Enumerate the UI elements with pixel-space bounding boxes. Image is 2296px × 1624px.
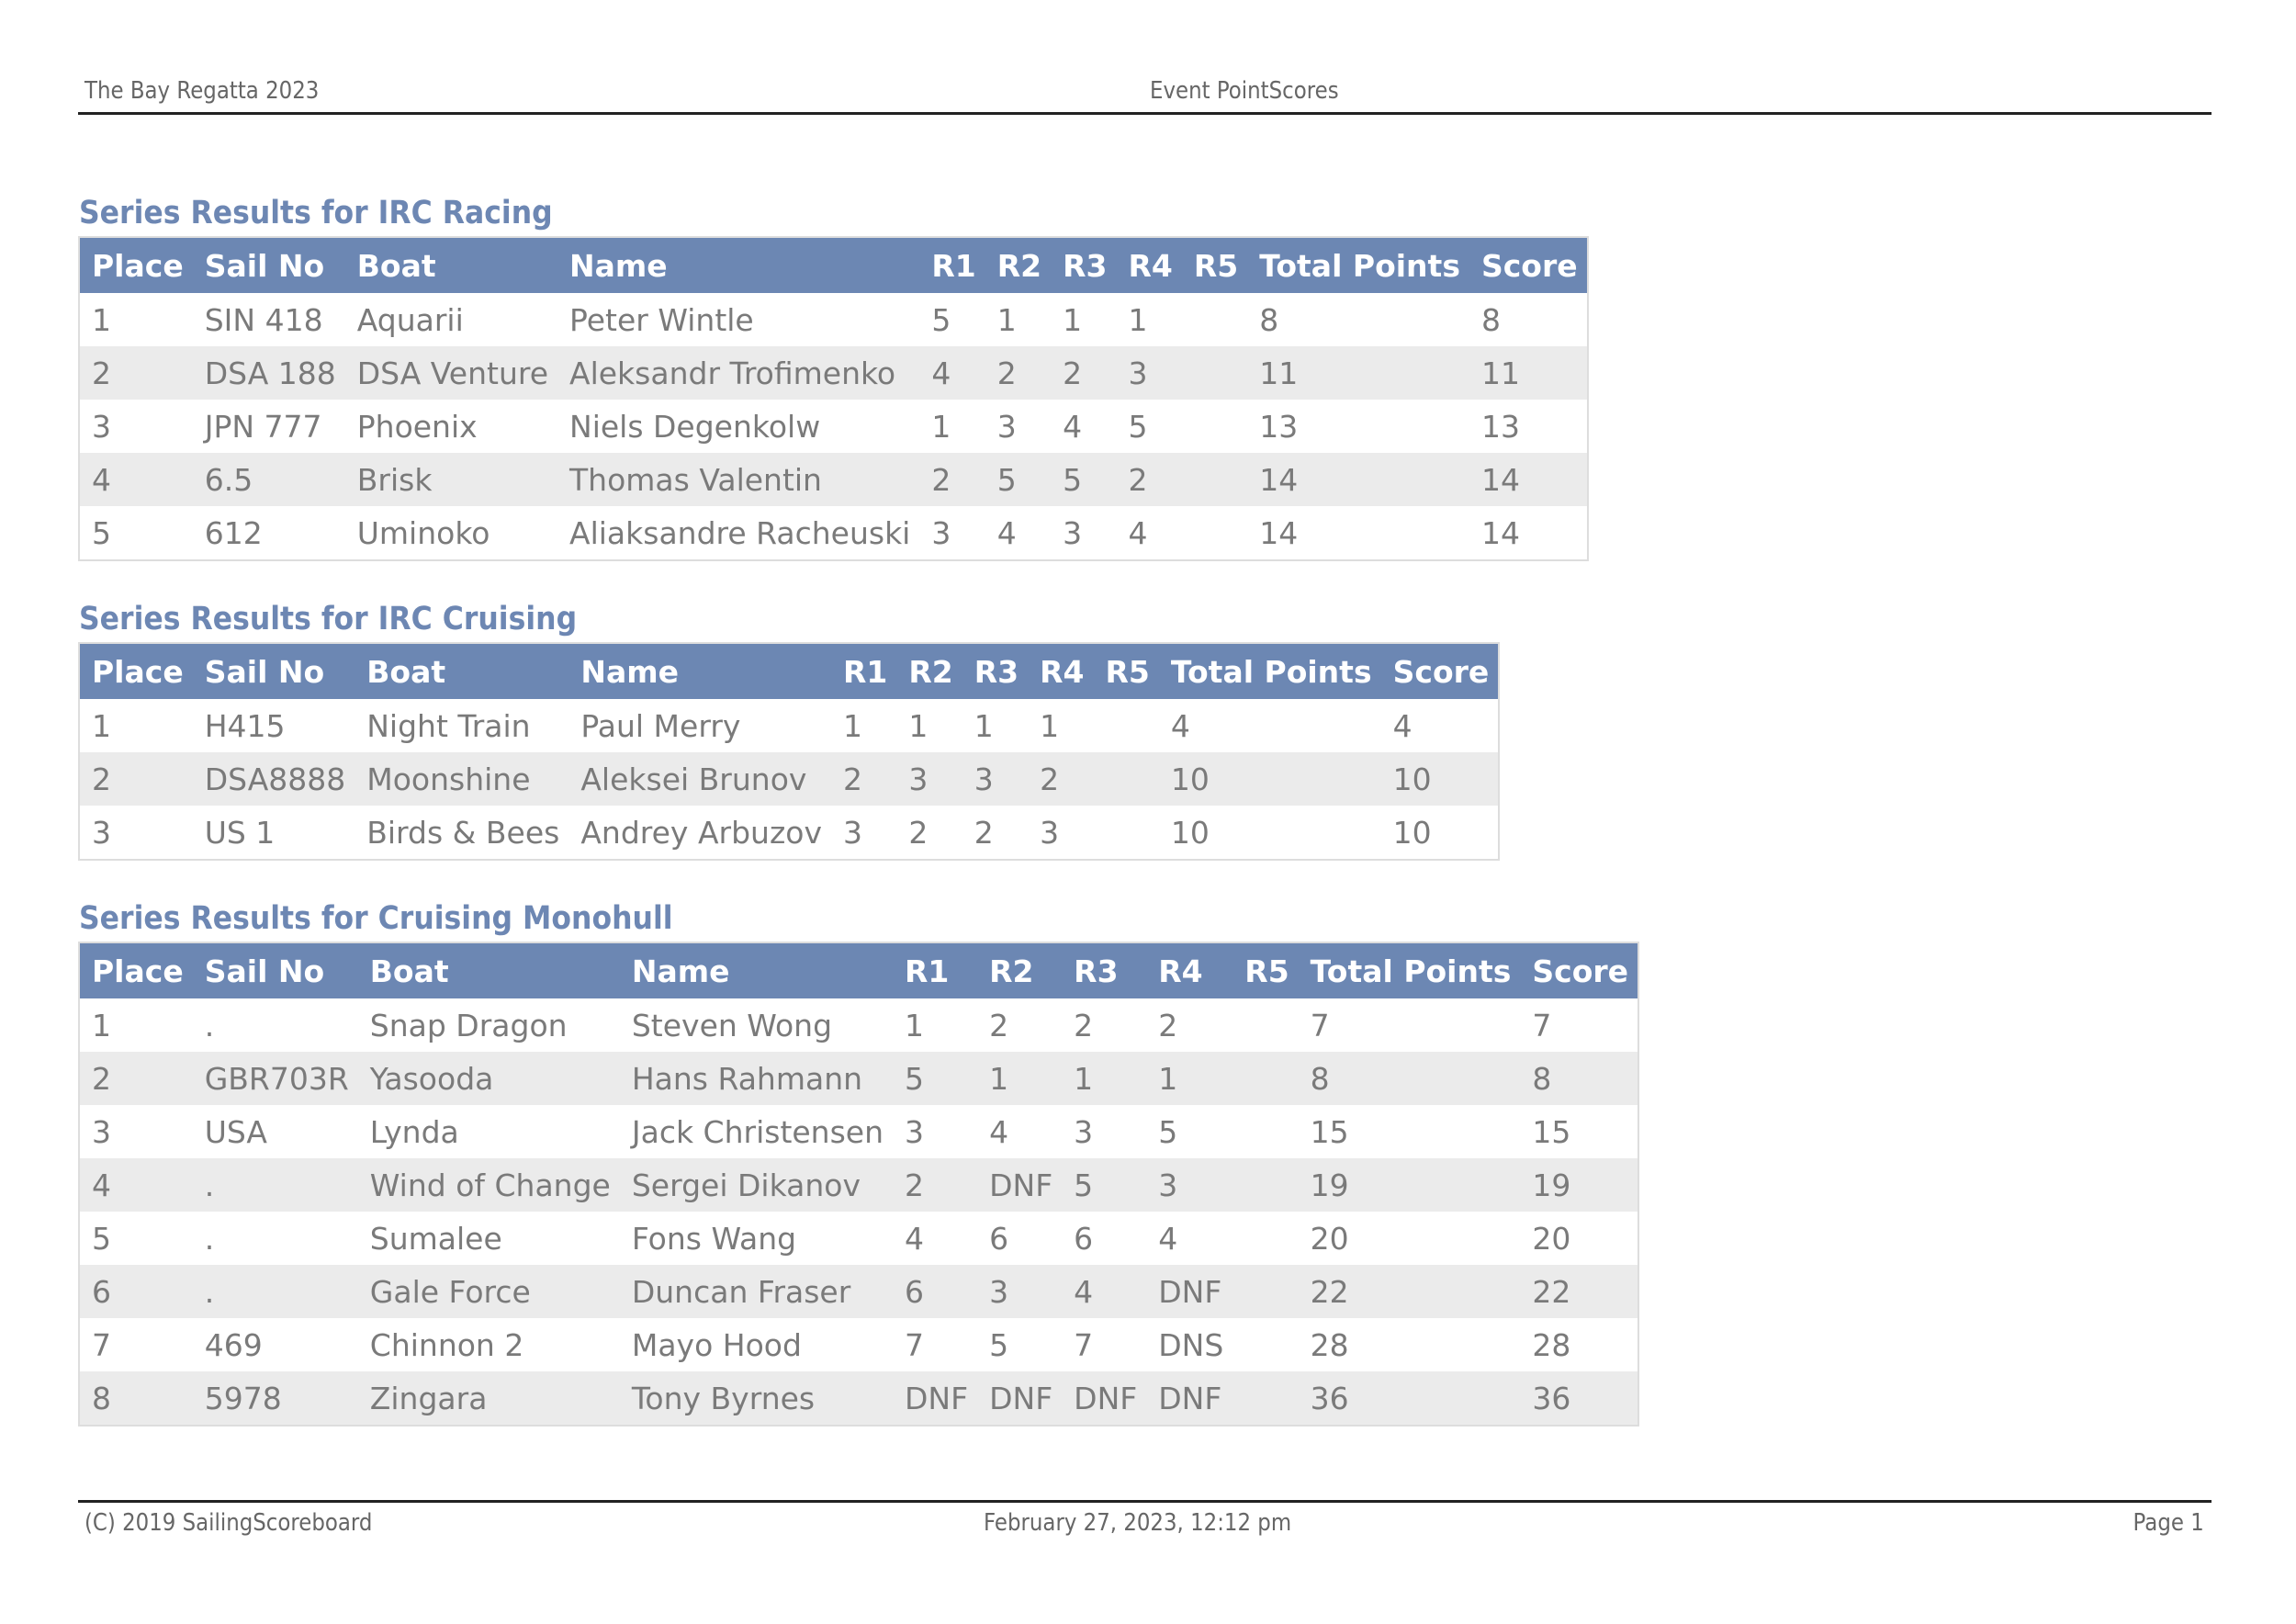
cell-r5 <box>1232 1371 1298 1426</box>
cell-boat: Wind of Change <box>358 1158 620 1212</box>
cell-r5 <box>1094 806 1159 860</box>
cell-r4: DNF <box>1146 1371 1232 1426</box>
cell-r3: 3 <box>962 752 1028 806</box>
cell-r3: 1 <box>1062 1052 1146 1105</box>
cell-total-points: 19 <box>1299 1158 1521 1212</box>
cell-boat: Brisk <box>345 453 557 506</box>
cell-score: 4 <box>1381 699 1500 752</box>
cell-score: 11 <box>1469 346 1588 400</box>
cell-r5 <box>1232 1265 1298 1318</box>
cell-r4: DNS <box>1146 1318 1232 1371</box>
cell-total-points: 15 <box>1299 1105 1521 1158</box>
cell-r4: 5 <box>1116 400 1181 453</box>
cell-name: Aliaksandre Racheuski <box>557 506 919 560</box>
table-row <box>79 806 1499 860</box>
column-header-r3: R3 <box>962 643 1028 699</box>
cell-place: 1 <box>79 293 193 346</box>
cell-r4: 3 <box>1028 806 1093 860</box>
cell-r2: 3 <box>896 752 962 806</box>
cell-total-points: 4 <box>1159 699 1381 752</box>
cell-r4: DNF <box>1146 1265 1232 1318</box>
cell-place: 8 <box>79 1371 193 1426</box>
cell-total-points: 36 <box>1299 1371 1521 1426</box>
cell-sail-no: US 1 <box>193 806 355 860</box>
cell-place: 6 <box>79 1265 193 1318</box>
cell-place: 7 <box>79 1318 193 1371</box>
column-header-place: Place <box>79 237 193 293</box>
footer-divider <box>78 1500 2212 1503</box>
table-row <box>79 1105 1638 1158</box>
cell-r2: 2 <box>977 998 1062 1052</box>
column-header-score: Score <box>1381 643 1500 699</box>
cell-r2: 2 <box>985 346 1051 400</box>
cell-r3: 3 <box>1051 506 1116 560</box>
cell-r4: 1 <box>1116 293 1181 346</box>
cell-r2: 6 <box>977 1212 1062 1265</box>
cell-r3: 2 <box>1051 346 1116 400</box>
table-row <box>79 346 1588 400</box>
cell-r4: 5 <box>1146 1105 1232 1158</box>
cell-r5 <box>1232 1105 1298 1158</box>
cell-r2: DNF <box>977 1158 1062 1212</box>
column-header-boat: Boat <box>358 942 620 998</box>
column-header-boat: Boat <box>345 237 557 293</box>
cell-place: 1 <box>79 699 193 752</box>
page-number: Page 1 <box>2133 1509 2204 1537</box>
cell-sail-no: 469 <box>193 1318 358 1371</box>
cell-r3: 3 <box>1062 1105 1146 1158</box>
cell-sail-no: SIN 418 <box>193 293 345 346</box>
cell-r5 <box>1094 699 1159 752</box>
cell-boat: DSA Venture <box>345 346 557 400</box>
cell-score: 20 <box>1520 1212 1638 1265</box>
cell-total-points: 22 <box>1299 1265 1521 1318</box>
cell-boat: Chinnon 2 <box>358 1318 620 1371</box>
cell-score: 14 <box>1469 506 1588 560</box>
cell-sail-no: . <box>193 1212 358 1265</box>
cell-r1: 2 <box>919 453 985 506</box>
cell-r4: 2 <box>1116 453 1181 506</box>
cell-r4: 3 <box>1146 1158 1232 1212</box>
cell-score: 15 <box>1520 1105 1638 1158</box>
column-header-place: Place <box>79 942 193 998</box>
column-header-score: Score <box>1520 942 1638 998</box>
cell-r2: 1 <box>896 699 962 752</box>
cell-boat: Moonshine <box>355 752 568 806</box>
table-header-row <box>79 942 1638 998</box>
cell-r3: 5 <box>1051 453 1116 506</box>
cell-r2: 5 <box>977 1318 1062 1371</box>
cell-sail-no: 612 <box>193 506 345 560</box>
cell-name: Peter Wintle <box>557 293 919 346</box>
column-header-r4: R4 <box>1146 942 1232 998</box>
cell-r5 <box>1182 346 1247 400</box>
column-header-r5: R5 <box>1094 643 1159 699</box>
column-header-r2: R2 <box>985 237 1051 293</box>
column-header-name: Name <box>620 942 893 998</box>
column-header-r1: R1 <box>893 942 977 998</box>
cell-sail-no: . <box>193 1265 358 1318</box>
cell-sail-no: USA <box>193 1105 358 1158</box>
cell-r3: 6 <box>1062 1212 1146 1265</box>
table-row <box>79 1371 1638 1426</box>
cell-r1: 5 <box>893 1052 977 1105</box>
cell-r5 <box>1182 453 1247 506</box>
cell-r5 <box>1232 998 1298 1052</box>
cell-boat: Lynda <box>358 1105 620 1158</box>
cell-place: 2 <box>79 346 193 400</box>
cell-place: 3 <box>79 806 193 860</box>
cell-total-points: 14 <box>1247 506 1469 560</box>
cell-r1: 3 <box>893 1105 977 1158</box>
column-header-sail-no: Sail No <box>193 237 345 293</box>
cell-name: Fons Wang <box>620 1212 893 1265</box>
table-row <box>79 699 1499 752</box>
cell-r4: 2 <box>1146 998 1232 1052</box>
cell-place: 4 <box>79 1158 193 1212</box>
cell-score: 14 <box>1469 453 1588 506</box>
column-header-total-points: Total Points <box>1159 643 1381 699</box>
table-row <box>79 752 1499 806</box>
cell-r2: 5 <box>985 453 1051 506</box>
cell-r2: 3 <box>977 1265 1062 1318</box>
table-header-row <box>79 643 1499 699</box>
column-header-score: Score <box>1469 237 1588 293</box>
column-header-r2: R2 <box>896 643 962 699</box>
cell-sail-no: 6.5 <box>193 453 345 506</box>
cell-total-points: 10 <box>1159 752 1381 806</box>
cell-r3: 2 <box>962 806 1028 860</box>
cell-boat: Uminoko <box>345 506 557 560</box>
cell-r1: 4 <box>919 346 985 400</box>
cell-score: 7 <box>1520 998 1638 1052</box>
cell-r3: DNF <box>1062 1371 1146 1426</box>
cell-total-points: 7 <box>1299 998 1521 1052</box>
table-header-row <box>79 237 1588 293</box>
header-divider <box>78 112 2212 115</box>
cell-r1: 4 <box>893 1212 977 1265</box>
column-header-name: Name <box>568 643 831 699</box>
cell-score: 36 <box>1520 1371 1638 1426</box>
column-header-r2: R2 <box>977 942 1062 998</box>
cell-r5 <box>1182 506 1247 560</box>
cell-sail-no: . <box>193 1158 358 1212</box>
column-header-r4: R4 <box>1028 643 1093 699</box>
cell-sail-no: H415 <box>193 699 355 752</box>
cell-r2: 1 <box>985 293 1051 346</box>
cell-name: Niels Degenkolw <box>557 400 919 453</box>
cell-r5 <box>1232 1158 1298 1212</box>
cell-sail-no: JPN 777 <box>193 400 345 453</box>
cell-r1: 3 <box>831 806 896 860</box>
column-header-total-points: Total Points <box>1299 942 1521 998</box>
cell-name: Tony Byrnes <box>620 1371 893 1426</box>
cell-r5 <box>1232 1212 1298 1265</box>
cell-r4: 4 <box>1116 506 1181 560</box>
column-header-total-points: Total Points <box>1247 237 1469 293</box>
cell-score: 22 <box>1520 1265 1638 1318</box>
cell-place: 3 <box>79 400 193 453</box>
cell-name: Aleksei Brunov <box>568 752 831 806</box>
cell-sail-no: DSA8888 <box>193 752 355 806</box>
cell-score: 8 <box>1520 1052 1638 1105</box>
cell-name: Paul Merry <box>568 699 831 752</box>
cell-sail-no: GBR703R <box>193 1052 358 1105</box>
results-table-irc-cruising <box>78 642 1500 861</box>
column-header-r5: R5 <box>1232 942 1298 998</box>
section-title-cruising-monohull: Series Results for Cruising Monohull <box>79 900 673 937</box>
cell-r5 <box>1232 1052 1298 1105</box>
cell-total-points: 10 <box>1159 806 1381 860</box>
cell-boat: Snap Dragon <box>358 998 620 1052</box>
cell-place: 1 <box>79 998 193 1052</box>
cell-r4: 1 <box>1028 699 1093 752</box>
cell-total-points: 8 <box>1299 1052 1521 1105</box>
cell-total-points: 20 <box>1299 1212 1521 1265</box>
cell-name: Hans Rahmann <box>620 1052 893 1105</box>
cell-total-points: 14 <box>1247 453 1469 506</box>
section-title-irc-racing: Series Results for IRC Racing <box>79 195 553 231</box>
column-header-sail-no: Sail No <box>193 942 358 998</box>
cell-r5 <box>1094 752 1159 806</box>
cell-score: 10 <box>1381 806 1500 860</box>
cell-r1: 3 <box>919 506 985 560</box>
cell-r2: 4 <box>977 1105 1062 1158</box>
table-row <box>79 453 1588 506</box>
cell-r4: 4 <box>1146 1212 1232 1265</box>
column-header-name: Name <box>557 237 919 293</box>
cell-sail-no: . <box>193 998 358 1052</box>
cell-name: Aleksandr Trofimenko <box>557 346 919 400</box>
cell-r3: 4 <box>1051 400 1116 453</box>
results-table-cruising-monohull <box>78 942 1639 1427</box>
cell-boat: Birds & Bees <box>355 806 568 860</box>
cell-r4: 1 <box>1146 1052 1232 1105</box>
cell-total-points: 8 <box>1247 293 1469 346</box>
cell-score: 13 <box>1469 400 1588 453</box>
table-row <box>79 400 1588 453</box>
event-name: The Bay Regatta 2023 <box>84 77 320 105</box>
column-header-sail-no: Sail No <box>193 643 355 699</box>
cell-r5 <box>1232 1318 1298 1371</box>
cell-place: 5 <box>79 1212 193 1265</box>
cell-name: Sergei Dikanov <box>620 1158 893 1212</box>
cell-r3: 5 <box>1062 1158 1146 1212</box>
cell-r1: 6 <box>893 1265 977 1318</box>
cell-total-points: 11 <box>1247 346 1469 400</box>
results-table-irc-racing <box>78 236 1589 561</box>
cell-boat: Gale Force <box>358 1265 620 1318</box>
report-title: Event PointScores <box>1150 77 1339 105</box>
table-row <box>79 1265 1638 1318</box>
table-row <box>79 1158 1638 1212</box>
cell-place: 3 <box>79 1105 193 1158</box>
cell-total-points: 13 <box>1247 400 1469 453</box>
cell-r1: 2 <box>893 1158 977 1212</box>
column-header-boat: Boat <box>355 643 568 699</box>
cell-boat: Yasooda <box>358 1052 620 1105</box>
cell-r2: 2 <box>896 806 962 860</box>
cell-boat: Night Train <box>355 699 568 752</box>
cell-score: 10 <box>1381 752 1500 806</box>
cell-total-points: 28 <box>1299 1318 1521 1371</box>
table-row <box>79 1212 1638 1265</box>
cell-r2: DNF <box>977 1371 1062 1426</box>
cell-sail-no: 5978 <box>193 1371 358 1426</box>
column-header-place: Place <box>79 643 193 699</box>
table-row <box>79 1052 1638 1105</box>
column-header-r4: R4 <box>1116 237 1181 293</box>
cell-r4: 3 <box>1116 346 1181 400</box>
generated-timestamp: February 27, 2023, 12:12 pm <box>984 1509 1292 1537</box>
cell-r1: 7 <box>893 1318 977 1371</box>
cell-r1: 1 <box>831 699 896 752</box>
cell-r4: 2 <box>1028 752 1093 806</box>
column-header-r5: R5 <box>1182 237 1247 293</box>
cell-r1: 1 <box>893 998 977 1052</box>
cell-boat: Phoenix <box>345 400 557 453</box>
cell-boat: Sumalee <box>358 1212 620 1265</box>
cell-name: Andrey Arbuzov <box>568 806 831 860</box>
cell-r3: 1 <box>962 699 1028 752</box>
column-header-r1: R1 <box>919 237 985 293</box>
cell-r3: 2 <box>1062 998 1146 1052</box>
cell-name: Thomas Valentin <box>557 453 919 506</box>
cell-r2: 1 <box>977 1052 1062 1105</box>
cell-score: 19 <box>1520 1158 1638 1212</box>
cell-name: Jack Christensen <box>620 1105 893 1158</box>
cell-r3: 7 <box>1062 1318 1146 1371</box>
cell-place: 2 <box>79 752 193 806</box>
cell-score: 8 <box>1469 293 1588 346</box>
table-row <box>79 293 1588 346</box>
cell-r5 <box>1182 293 1247 346</box>
section-title-irc-cruising: Series Results for IRC Cruising <box>79 601 578 637</box>
cell-place: 5 <box>79 506 193 560</box>
cell-r3: 4 <box>1062 1265 1146 1318</box>
cell-sail-no: DSA 188 <box>193 346 345 400</box>
table-row <box>79 998 1638 1052</box>
cell-r1: DNF <box>893 1371 977 1426</box>
cell-boat: Zingara <box>358 1371 620 1426</box>
copyright-text: (C) 2019 SailingScoreboard <box>84 1509 373 1537</box>
cell-name: Mayo Hood <box>620 1318 893 1371</box>
cell-boat: Aquarii <box>345 293 557 346</box>
cell-name: Steven Wong <box>620 998 893 1052</box>
cell-place: 2 <box>79 1052 193 1105</box>
column-header-r3: R3 <box>1062 942 1146 998</box>
column-header-r1: R1 <box>831 643 896 699</box>
column-header-r3: R3 <box>1051 237 1116 293</box>
cell-r2: 4 <box>985 506 1051 560</box>
table-row <box>79 506 1588 560</box>
cell-r1: 5 <box>919 293 985 346</box>
cell-r3: 1 <box>1051 293 1116 346</box>
table-row <box>79 1318 1638 1371</box>
cell-score: 28 <box>1520 1318 1638 1371</box>
cell-r2: 3 <box>985 400 1051 453</box>
cell-r1: 1 <box>919 400 985 453</box>
cell-r5 <box>1182 400 1247 453</box>
cell-place: 4 <box>79 453 193 506</box>
cell-r1: 2 <box>831 752 896 806</box>
cell-name: Duncan Fraser <box>620 1265 893 1318</box>
